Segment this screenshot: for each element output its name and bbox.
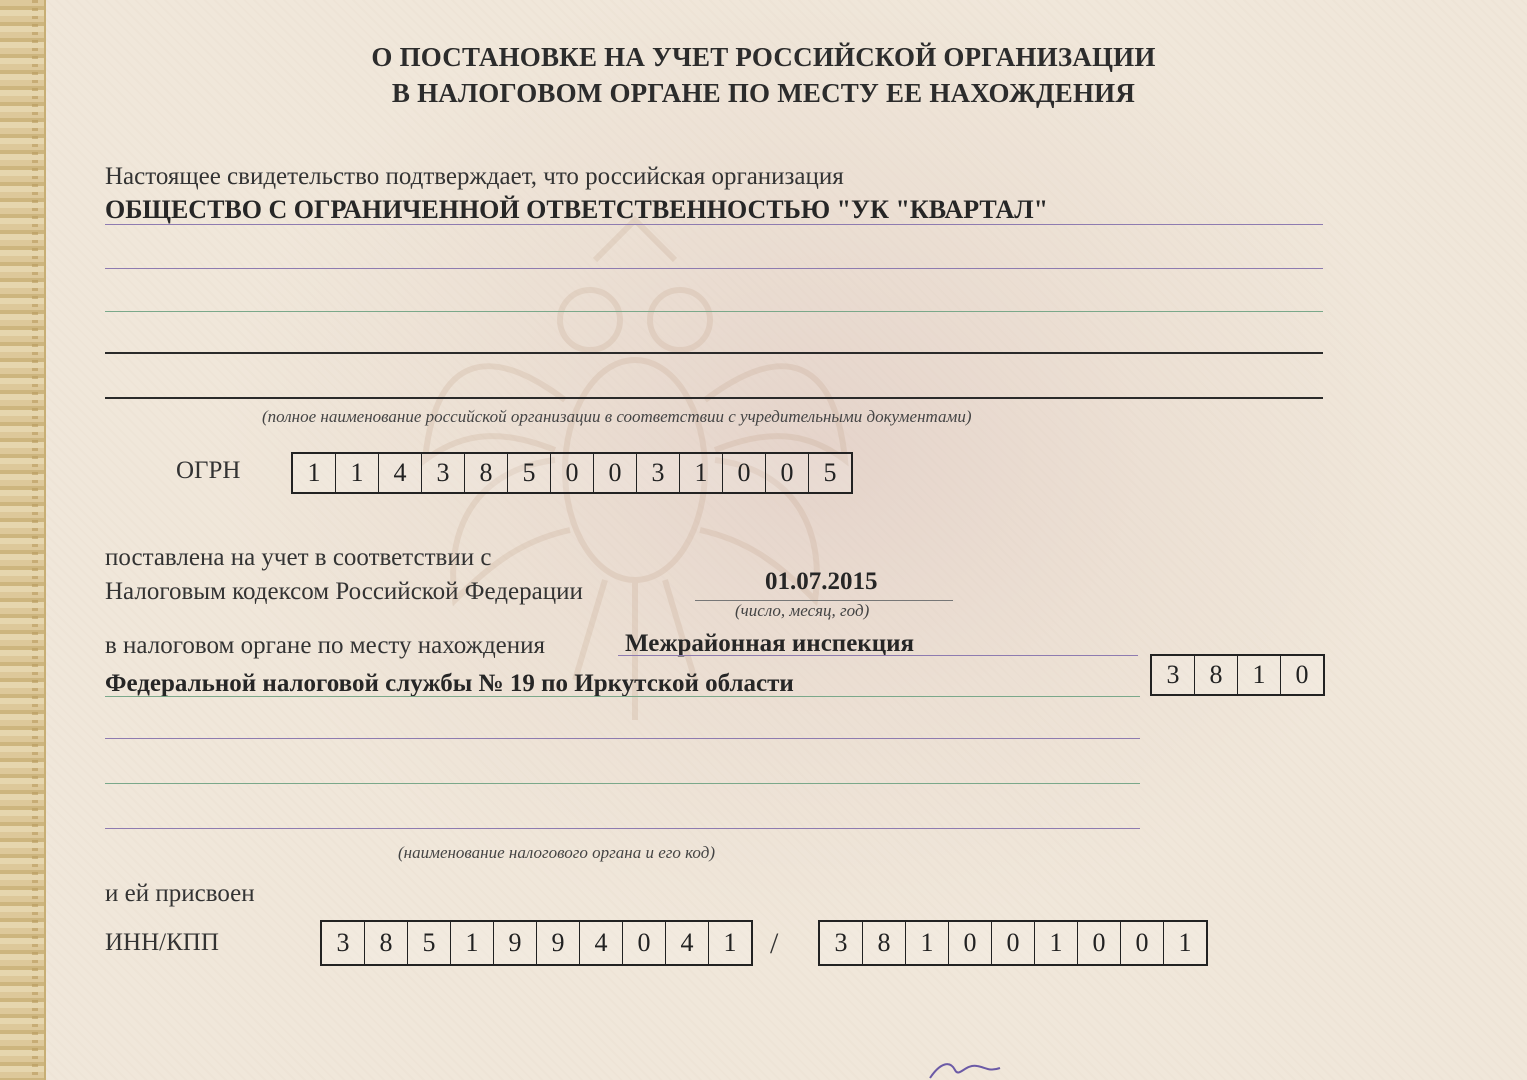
ogrn-digit-box: 3: [421, 454, 464, 492]
inn-digit-box: 8: [364, 922, 407, 964]
org-name-line-4: [105, 352, 1323, 354]
ogrn-digit-box: 0: [593, 454, 636, 492]
ogrn-number-boxes: [291, 452, 853, 494]
org-name-line-2: [105, 268, 1323, 269]
tax-office-line-5: [105, 828, 1140, 829]
tax-office-name-line-1: Межрайонная инспекция: [625, 630, 915, 657]
ogrn-digit-box: 5: [808, 454, 851, 492]
kpp-digit-box: 8: [862, 922, 905, 964]
kpp-digit-box: 1: [1163, 922, 1206, 964]
ogrn-digit-box: 1: [335, 454, 378, 492]
inn-digit-box: 1: [450, 922, 493, 964]
ogrn-digit-box: 1: [307, 458, 321, 487]
ogrn-digit-box: 5: [507, 454, 550, 492]
tax-office-line-3: [105, 738, 1140, 739]
kpp-digit-box: 0: [1077, 922, 1120, 964]
ogrn-digit-box: 1: [679, 454, 722, 492]
tax-office-code-boxes: [1150, 654, 1325, 696]
kpp-digit-box: 1: [1034, 922, 1077, 964]
org-name-line-5: [105, 397, 1323, 399]
document-title-line-2: В НАЛОГОВОМ ОРГАНЕ ПО МЕСТУ ЕЕ НАХОЖДЕНИЯ: [391, 78, 1136, 108]
inn-digit-box: 4: [579, 922, 622, 964]
inn-digit-box: 1: [708, 922, 751, 964]
tax-office-name-line-2: Федеральной налоговой службы № 19 по Иркутской области: [105, 670, 794, 697]
ogrn-digit-box: 0: [550, 454, 593, 492]
inn-digit-box: 3: [336, 928, 350, 957]
tax-office-prefix: в налоговом органе по месту нахождения: [105, 632, 546, 659]
ogrn-digit-box: 3: [636, 454, 679, 492]
tax-office-code-digit-box: 8: [1194, 656, 1237, 694]
inn-digit-box: 9: [493, 922, 536, 964]
inn-digit-box: 5: [407, 922, 450, 964]
registration-date: 01.07.2015: [765, 568, 878, 595]
inn-digit-box: 9: [536, 922, 579, 964]
tax-office-code-digit-box: 3: [1166, 660, 1180, 689]
inn-kpp-label: ИНН/КПП: [105, 929, 219, 956]
organization-name: ОБЩЕСТВО С ОГРАНИЧЕННОЙ ОТВЕТСТВЕННОСТЬЮ "УК "КВАРТАЛ": [105, 195, 1049, 224]
kpp-digit-box: 1: [905, 922, 948, 964]
ogrn-digit-box: 0: [765, 454, 808, 492]
assigned-text: и ей присвоен: [105, 880, 255, 907]
registered-text-line-2: Налоговым кодексом Российской Федерации: [105, 578, 583, 605]
ogrn-digit-box: 8: [464, 454, 507, 492]
inn-digit-box: 0: [622, 922, 665, 964]
kpp-digit-box: 0: [1120, 922, 1163, 964]
date-caption: (число, месяц, год): [735, 601, 870, 620]
ogrn-digit-box: 0: [722, 454, 765, 492]
ogrn-label: ОГРН: [176, 457, 241, 484]
org-name-line-3: [105, 311, 1323, 312]
org-name-caption: (полное наименование российской организации в соответствии с учредительными документами): [262, 407, 972, 426]
tax-office-line-2: [105, 696, 1140, 697]
org-name-line-1: [105, 224, 1323, 225]
ogrn-digit-box: 4: [378, 454, 421, 492]
certificate-border: [0, 0, 46, 1080]
tax-office-line-4: [105, 783, 1140, 784]
tax-office-code-digit-box: 1: [1237, 656, 1280, 694]
inn-digit-box: 4: [665, 922, 708, 964]
kpp-number-boxes: [818, 920, 1208, 966]
intro-text: Настоящее свидетельство подтверждает, что российская организация: [105, 163, 844, 190]
registered-text-line-1: поставлена на учет в соответствии с: [105, 544, 492, 571]
kpp-digit-box: 3: [834, 928, 848, 957]
tax-office-caption: (наименование налогового органа и его код): [398, 843, 715, 862]
kpp-digit-box: 0: [991, 922, 1034, 964]
inn-kpp-separator: /: [770, 927, 779, 960]
document-title-line-1: О ПОСТАНОВКЕ НА УЧЕТ РОССИЙСКОЙ ОРГАНИЗАЦИИ: [371, 42, 1156, 72]
signature-mark-icon: [925, 1058, 1005, 1080]
kpp-digit-box: 0: [948, 922, 991, 964]
inn-number-boxes: [320, 920, 753, 966]
tax-office-code-digit-box: 0: [1280, 656, 1323, 694]
tax-office-line-1: [618, 655, 1138, 656]
